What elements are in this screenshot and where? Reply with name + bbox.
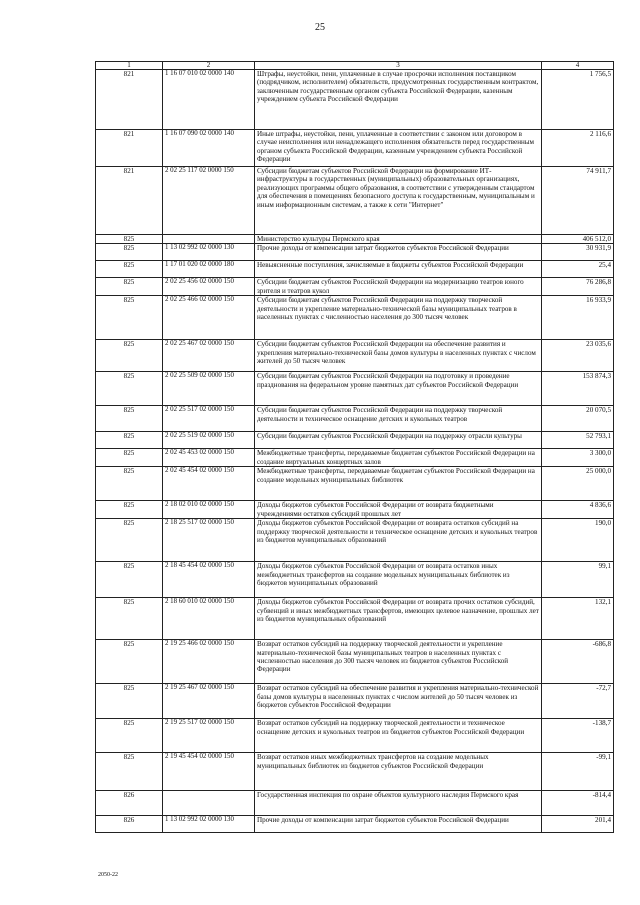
administrator-code-cell: 821: [96, 130, 163, 167]
administrator-code-cell: 825: [96, 753, 163, 791]
revenue-code-cell: 2 02 25 456 02 0000 150: [163, 278, 255, 296]
revenue-code-cell: 2 18 25 517 02 0000 150: [163, 519, 255, 562]
administrator-code-cell: 825: [96, 501, 163, 519]
revenue-name-cell: Субсидии бюджетам субъектов Российской Федерации на обеспечение развития и укрепления материально-технической базы домов культуры в населенных пунктах с числом жителей до 50 тысяч человек: [255, 340, 542, 372]
amount-cell: 4 836,6: [542, 501, 614, 519]
amount-cell: 74 911,7: [542, 167, 614, 235]
amount-cell: 132,1: [542, 598, 614, 640]
revenue-table: [95, 61, 614, 833]
table-row: [96, 449, 614, 467]
revenue-name-cell: Межбюджетные трансферты, передаваемые бюджетам субъектов Российской Федерации на создание модельных муниципальных библиотек: [255, 467, 542, 501]
revenue-name-cell: Возврат остатков субсидий на поддержку творческой деятельности и техническое оснащение детских и кукольных театров из бюджетов субъектов Российской Федерации: [255, 719, 542, 753]
revenue-code-cell: 2 02 45 454 02 0000 150: [163, 467, 255, 501]
revenue-name-cell: Штрафы, неустойки, пени, уплаченные в случае просрочки исполнения поставщиком (подрядчиком, исполнителем) обязательств, предусмотренных государственным контрактом, заключенным государственным органом субъекта Российской Федерации, казенным учреждением субъекта Российской Федерации: [255, 70, 542, 130]
amount-cell: 16 933,9: [542, 296, 614, 340]
revenue-name-cell: Доходы бюджетов субъектов Российской Федерации от возврата остатков иных межбюджетных трансфертов на создание модельных муниципальных библиотек из бюджетов муниципальных образований: [255, 562, 542, 598]
revenue-code-cell: 2 18 45 454 02 0000 150: [163, 562, 255, 598]
table-row: [96, 167, 614, 235]
administrator-code-cell: 825: [96, 562, 163, 598]
administrator-code-cell: 825: [96, 340, 163, 372]
revenue-code-cell: 1 17 01 020 02 0000 180: [163, 261, 255, 278]
revenue-code-cell: 1 13 02 992 02 0000 130: [163, 244, 255, 261]
administrator-code-cell: 825: [96, 640, 163, 684]
table-row: [96, 467, 614, 501]
administrator-code-cell: 825: [96, 467, 163, 501]
administrator-code-cell: 825: [96, 261, 163, 278]
revenue-name-cell: Возврат остатков субсидий на обеспечение развития и укрепления материально-технической базы домов культуры в населенных пунктах с числом жителей до 50 тысяч человек из бюджетов субъектов Российской Федерации: [255, 684, 542, 719]
column-header: 3: [255, 62, 542, 70]
table-row: [96, 372, 614, 406]
table-row: [96, 640, 614, 684]
amount-cell: 20 070,5: [542, 406, 614, 432]
revenue-name-cell: Субсидии бюджетам субъектов Российской Федерации на модернизацию театров юного зрителя и театров кукол: [255, 278, 542, 296]
revenue-code-cell: 2 02 25 466 02 0000 150: [163, 296, 255, 340]
amount-cell: -686,8: [542, 640, 614, 684]
amount-cell: 25 000,0: [542, 467, 614, 501]
table-row: [96, 719, 614, 753]
amount-cell: -814,4: [542, 791, 614, 816]
amount-cell: 76 286,8: [542, 278, 614, 296]
administrator-code-cell: 825: [96, 372, 163, 406]
revenue-name-cell: Прочие доходы от компенсации затрат бюджетов субъектов Российской Федерации: [255, 816, 542, 833]
administrator-code-cell: 826: [96, 816, 163, 833]
table-row: [96, 684, 614, 719]
administrator-code-cell: 825: [96, 598, 163, 640]
revenue-name-cell: Субсидии бюджетам субъектов Российской Федерации на поддержку отрасли культуры: [255, 432, 542, 449]
table-row: [96, 340, 614, 372]
revenue-name-cell: Субсидии бюджетам субъектов Российской Федерации на поддержку творческой деятельности и техническое оснащение детских и кукольных театров: [255, 406, 542, 432]
revenue-code-cell: 2 02 45 453 02 0000 150: [163, 449, 255, 467]
amount-cell: 2 116,6: [542, 130, 614, 167]
table-row: [96, 562, 614, 598]
revenue-code-cell: 2 19 25 517 02 0000 150: [163, 719, 255, 753]
revenue-code-cell: 2 02 25 517 02 0000 150: [163, 406, 255, 432]
revenue-code-cell: 2 19 25 466 02 0000 150: [163, 640, 255, 684]
administrator-code-cell: 825: [96, 519, 163, 562]
administrator-code-cell: 825: [96, 449, 163, 467]
amount-cell: 52 793,1: [542, 432, 614, 449]
revenue-name-cell: Субсидии бюджетам субъектов Российской Федерации на формирование ИТ-инфраструктуры в государственных (муниципальных) образовательных организациях, реализующих программы общего образования, в соответствии с утвержденным стандартом для обеспечения в помещениях безопасного доступа к государственным, муниципальным и иным информационным системам, а также к сети "Интернет": [255, 167, 542, 235]
table-row: [96, 70, 614, 130]
administrator-code-cell: 825: [96, 684, 163, 719]
amount-cell: -72,7: [542, 684, 614, 719]
amount-cell: 406 512,0: [542, 235, 614, 244]
administrator-code-cell: 825: [96, 278, 163, 296]
revenue-code-cell: 2 02 25 509 02 0000 150: [163, 372, 255, 406]
amount-cell: 1 756,5: [542, 70, 614, 130]
revenue-name-cell: Государственная инспекция по охране объектов культурного наследия Пермского края: [255, 791, 542, 816]
administrator-code-cell: 825: [96, 719, 163, 753]
page-number: 25: [315, 22, 325, 33]
table-row: [96, 296, 614, 340]
revenue-code-cell: 1 16 07 090 02 0000 140: [163, 130, 255, 167]
amount-cell: 25,4: [542, 261, 614, 278]
revenue-code-cell: [163, 235, 255, 244]
revenue-name-cell: Невыясненные поступления, зачисляемые в бюджеты субъектов Российской Федерации: [255, 261, 542, 278]
amount-cell: 23 035,6: [542, 340, 614, 372]
revenue-code-cell: 2 18 02 010 02 0000 150: [163, 501, 255, 519]
revenue-name-cell: Субсидии бюджетам субъектов Российской Федерации на подготовку и проведение празднования на федеральном уровне памятных дат субъектов Российской Федерации: [255, 372, 542, 406]
revenue-code-cell: 1 13 02 992 02 0000 130: [163, 816, 255, 833]
revenue-code-cell: 2 02 25 467 02 0000 150: [163, 340, 255, 372]
table-header-row: [96, 62, 614, 70]
table-row: [96, 432, 614, 449]
revenue-name-cell: Прочие доходы от компенсации затрат бюджетов субъектов Российской Федерации: [255, 244, 542, 261]
table-row: [96, 501, 614, 519]
table-row: [96, 598, 614, 640]
table-row: [96, 753, 614, 791]
amount-cell: 153 874,3: [542, 372, 614, 406]
revenue-name-cell: Министерство культуры Пермского края: [255, 235, 542, 244]
amount-cell: 3 300,0: [542, 449, 614, 467]
revenue-name-cell: Межбюджетные трансферты, передаваемые бюджетам субъектов Российской Федерации на создание виртуальных концертных залов: [255, 449, 542, 467]
revenue-name-cell: Доходы бюджетов субъектов Российской Федерации от возврата бюджетными учреждениями остатков субсидий прошлых лет: [255, 501, 542, 519]
administrator-code-cell: 825: [96, 406, 163, 432]
revenue-name-cell: Доходы бюджетов субъектов Российской Федерации от возврата остатков субсидий на поддержку творческой деятельности и техническое оснащение детских и кукольных театров из бюджетов муниципальных образований: [255, 519, 542, 562]
amount-cell: 201,4: [542, 816, 614, 833]
table-row: [96, 791, 614, 816]
revenue-code-cell: 2 18 60 010 02 0000 150: [163, 598, 255, 640]
administrator-code-cell: 821: [96, 167, 163, 235]
column-header: 1: [96, 62, 163, 70]
revenue-code-cell: 2 02 25 519 02 0000 150: [163, 432, 255, 449]
administrator-code-cell: 825: [96, 235, 163, 244]
revenue-code-cell: 2 19 45 454 02 0000 150: [163, 753, 255, 791]
table-row: [96, 816, 614, 833]
revenue-name-cell: Доходы бюджетов субъектов Российской Федерации от возврата прочих остатков субсидий, субвенций и иных межбюджетных трансфертов, имеющих целевое назначение, прошлых лет из бюджетов муниципальных образований: [255, 598, 542, 640]
column-header: 2: [163, 62, 255, 70]
administrator-code-cell: 821: [96, 70, 163, 130]
revenue-code-cell: 1 16 07 010 02 0000 140: [163, 70, 255, 130]
administrator-code-cell: 826: [96, 791, 163, 816]
amount-cell: 99,1: [542, 562, 614, 598]
table-row: [96, 244, 614, 261]
revenue-code-cell: 2 02 25 117 02 0000 150: [163, 167, 255, 235]
table-row: [96, 519, 614, 562]
revenue-code-cell: 2 19 25 467 02 0000 150: [163, 684, 255, 719]
revenue-name-cell: Возврат остатков субсидий на поддержку творческой деятельности и укрепление материально-технической базы муниципальных театров в населенных пунктах с численностью населения до 300 тысяч человек из бюджетов субъектов Российской Федерации: [255, 640, 542, 684]
table-row: [96, 278, 614, 296]
amount-cell: -99,1: [542, 753, 614, 791]
table-row: [96, 235, 614, 244]
revenue-code-cell: [163, 791, 255, 816]
revenue-name-cell: Субсидии бюджетам субъектов Российской Федерации на поддержку творческой деятельности и укрепление материально-технической базы муниципальных театров в населенных пунктах с численностью населения до 300 тысяч человек: [255, 296, 542, 340]
amount-cell: 190,0: [542, 519, 614, 562]
table-row: [96, 406, 614, 432]
table-row: [96, 261, 614, 278]
administrator-code-cell: 825: [96, 244, 163, 261]
amount-cell: -138,7: [542, 719, 614, 753]
document-code: 2050-22: [98, 872, 118, 878]
amount-cell: 30 931,9: [542, 244, 614, 261]
table-row: [96, 130, 614, 167]
revenue-name-cell: Иные штрафы, неустойки, пени, уплаченные в соответствии с законом или договором в случае неисполнения или ненадлежащего исполнения обязательств перед государственным органом субъекта Российской Федерации, казенным учреждением субъекта Российской Федерации: [255, 130, 542, 167]
column-header: 4: [542, 62, 614, 70]
administrator-code-cell: 825: [96, 432, 163, 449]
revenue-name-cell: Возврат остатков иных межбюджетных трансфертов на создание модельных муниципальных библиотек из бюджетов субъектов Российской Федерации: [255, 753, 542, 791]
administrator-code-cell: 825: [96, 296, 163, 340]
